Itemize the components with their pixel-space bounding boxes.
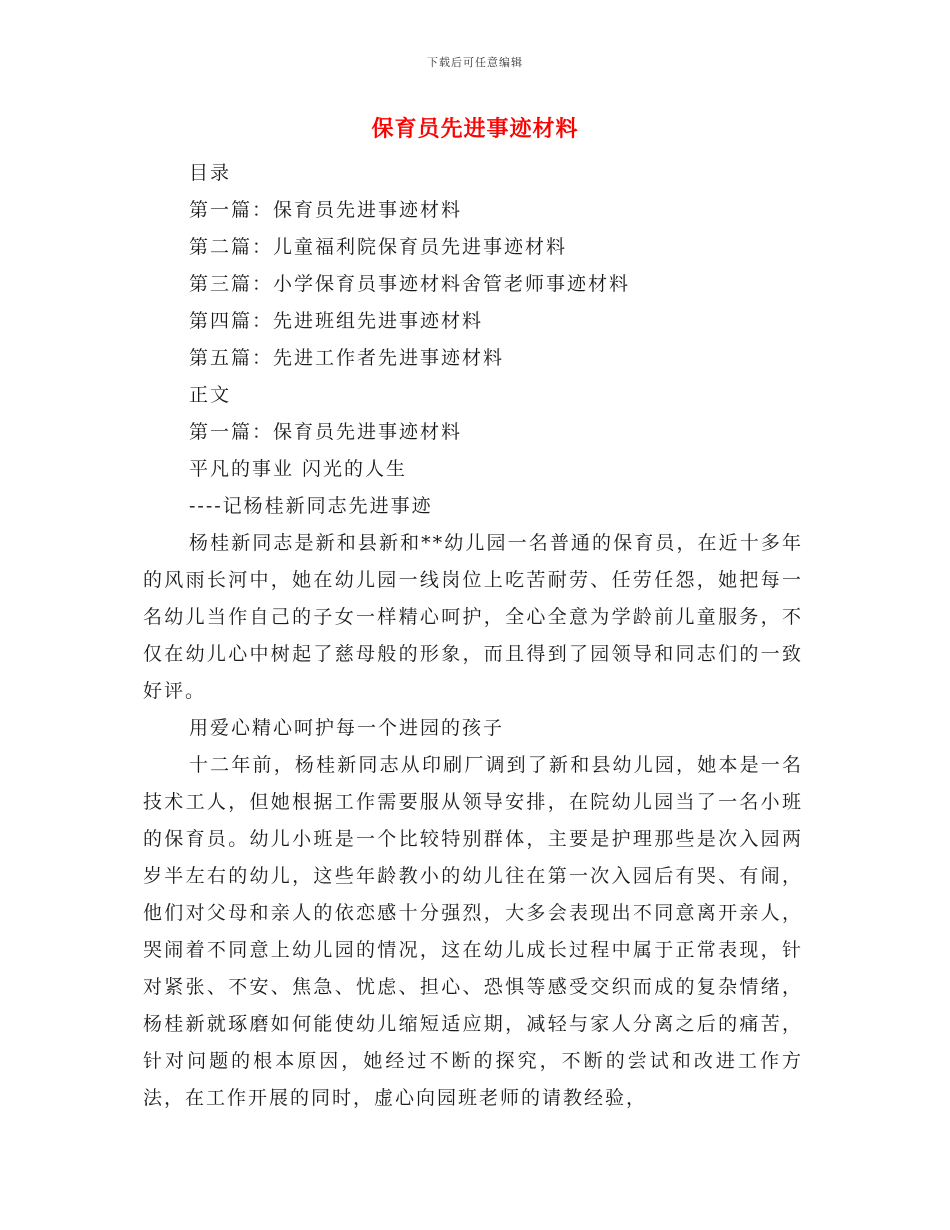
toc-heading: 目录	[189, 162, 232, 184]
document-body	[143, 155, 803, 1117]
body-heading: 正文	[189, 384, 232, 406]
toc-item: 第三篇：小学保育员事迹材料舍管老师事迹材料	[189, 273, 631, 295]
document-title: 保育员先进事迹材料	[371, 117, 579, 142]
header-note: 下载后可任意编辑	[427, 56, 523, 69]
toc-item: 第一篇：保育员先进事迹材料	[189, 199, 463, 221]
section-heading: 用爱心精心呵护每一个进园的孩子	[189, 717, 505, 739]
chapter-heading: 第一篇：保育员先进事迹材料	[189, 421, 463, 443]
toc-item: 第二篇：儿童福利院保育员先进事迹材料	[189, 236, 568, 258]
chapter-subtitle: 平凡的事业 闪光的人生	[189, 458, 408, 480]
section-paragraph: 十二年前，杨桂新同志从印刷厂调到了新和县幼儿园，她本是一名技术工人，但她根据工作需要服从领导安排，在院幼儿园当了一名小班的保育员。幼儿小班是一个比较特别群体，主要是护理那些是次入园两岁半左右的幼儿，这些年龄教小的幼儿往在第一次入园后有哭、有闹，他们对父母和亲人的依恋感十分强烈，大多会表现出不同意离开亲人，哭闹着不同意上幼儿园的情况，这在幼儿成长过程中属于正常表现，针对紧张、不安、焦急、忧虑、担心、恐惧等感受交织而成的复杂情绪，杨桂新就琢磨如何能使幼儿缩短适应期，减轻与家人分离之后的痛苦，针对问题的根本原因，她经过不断的探究，不断的尝试和改进工作方法，在工作开展的同时，虚心向园班老师的请教经验，	[143, 754, 803, 1109]
toc-item: 第五篇：先进工作者先进事迹材料	[189, 347, 505, 369]
chapter-byline: ----记杨桂新同志先进事迹	[189, 495, 433, 517]
intro-paragraph: 杨桂新同志是新和县新和**幼儿园一名普通的保育员，在近十多年的风雨长河中，她在幼儿园一线岗位上吃苦耐劳、任劳任怨，她把每一名幼儿当作自己的子女一样精心呵护，全心全意为学龄前儿童服务，不仅在幼儿心中树起了慈母般的形象，而且得到了园领导和同志们的一致好评。	[143, 532, 803, 702]
toc-item: 第四篇：先进班组先进事迹材料	[189, 310, 484, 332]
